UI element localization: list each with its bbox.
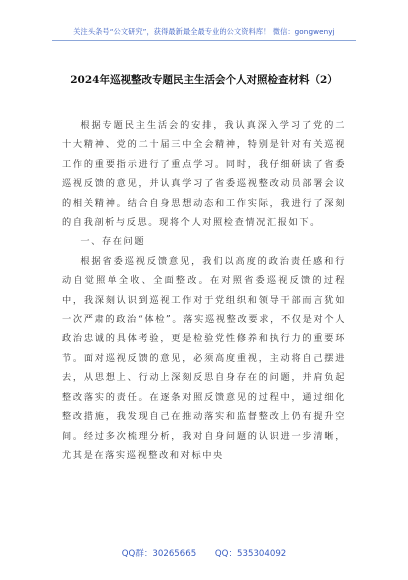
header-promo-note: 关注头条号“公文研究”，获得最新最全最专业的公文资料库！ 微信：gongwenyj	[73, 27, 335, 36]
document-body	[62, 116, 346, 465]
section-heading: 一、存在问题	[80, 236, 146, 248]
section-paragraph: 根据省委巡视反馈意见，我们以高度的政治责任感和行动自觉照单全收、全面整改。在对照省委巡视反馈的过程中，我深刻认识到巡视工作对于党组织和领导干部而言犹如一次严肃的政治“体检”。落实巡视整改要求，不仅是对个人政治忠诚的具体考验，更是检验党性修养和执行力的重要环节。面对巡视反馈的意见，必须高度重视，主动将自己摆进去，从思想上、行动上深刻反思自身存在的问题，并肩负起整改落实的责任。在逐条对照反馈意见的过程中，通过细化整改措施，我发现自己在推动落实和监督整改上仍有提升空间。经过多次梳理分析，我对自身问题的认识进一步清晰，尤其是在落实巡视整改和对标中央	[62, 255, 346, 461]
footer-qq: QQ：535304092	[214, 549, 287, 559]
footer-contacts	[0, 547, 408, 559]
footer-qq-group: QQ群：30265665	[121, 549, 197, 559]
intro-paragraph: 根据专题民主生活会的安排，我认真深入学习了党的二十大精神、党的二十届三中全会精神，特别是针对有关巡视工作的重要指示进行了重点学习。同时，我仔细研读了省委巡视反馈的意见，并认真学习了省委巡视整改动员部署会议的相关精神。结合自身思想动态和工作实际，我进行了深刻的自我剖析与反思。现将个人对照检查情况汇报如下。	[62, 120, 346, 229]
header-divider	[52, 40, 356, 41]
document-title: 2024年巡视整改专题民主生活会个人对照检查材料（2）	[70, 74, 338, 86]
